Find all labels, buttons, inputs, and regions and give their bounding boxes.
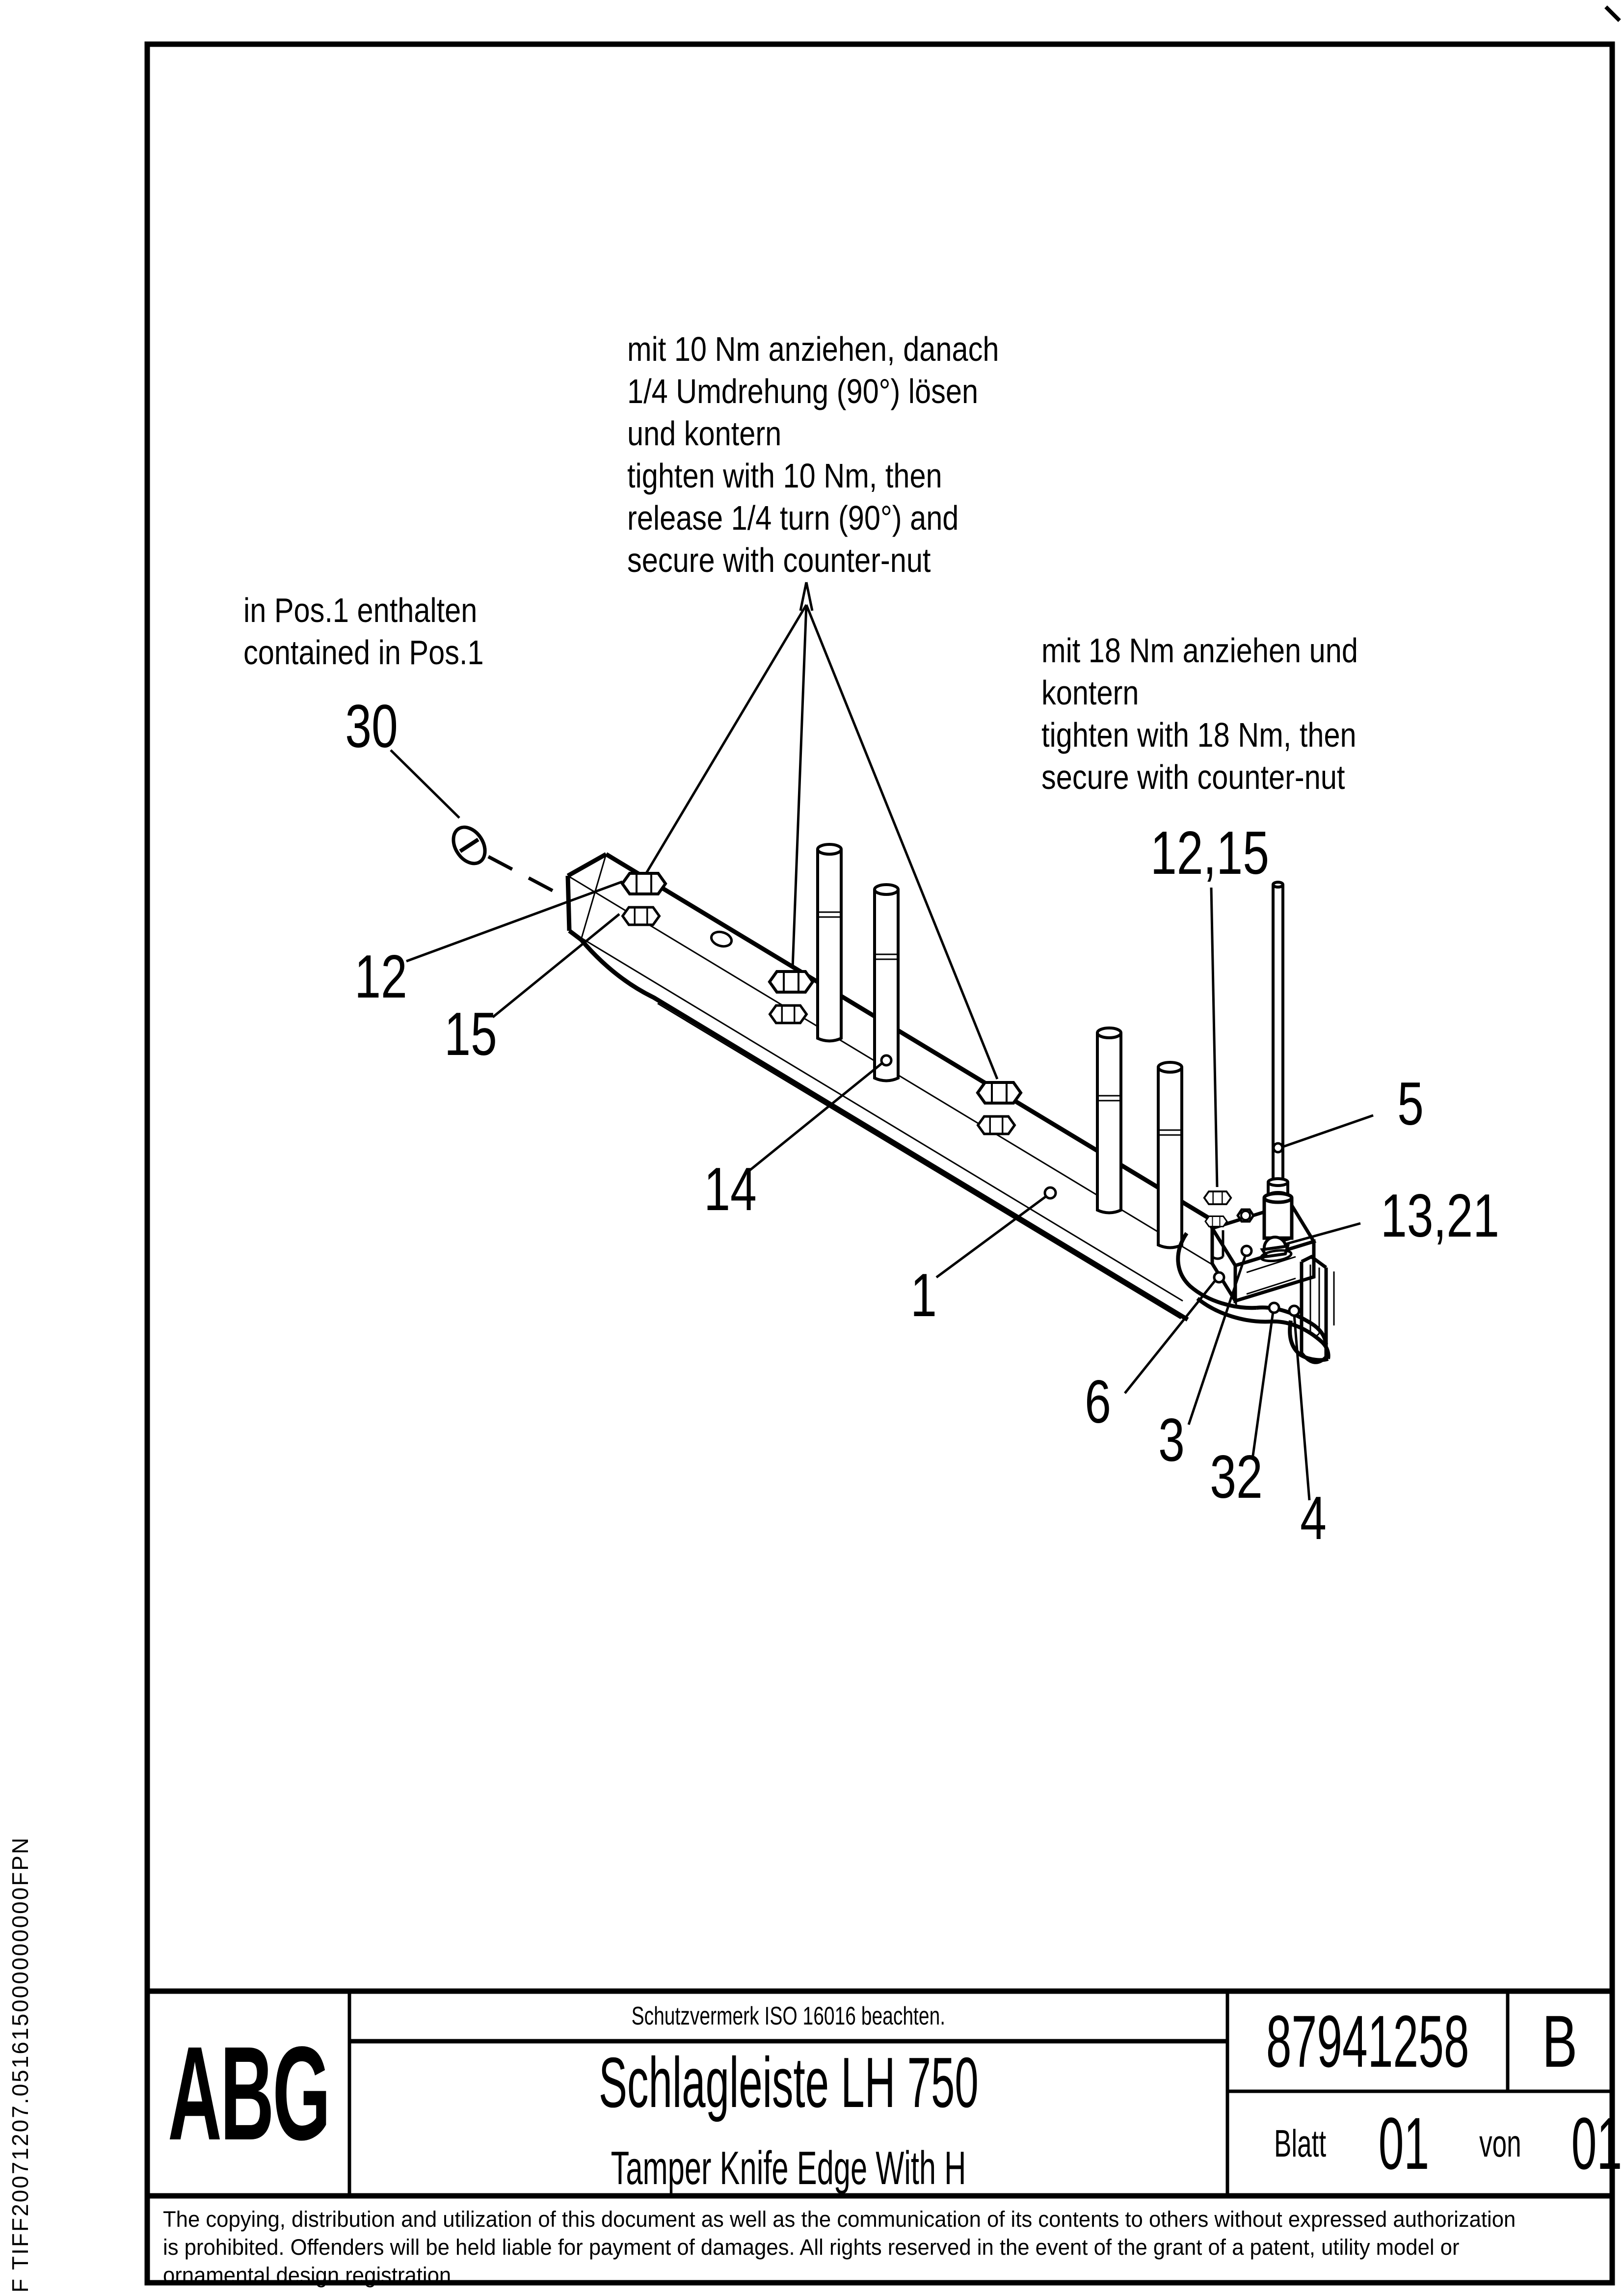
callout-32: 32 <box>1210 1443 1263 1511</box>
pin-b <box>875 885 898 1081</box>
revision-cell <box>1508 1991 1612 2091</box>
drawing-title: Schlagleiste LH 750 <box>598 2043 979 2122</box>
callout-30: 30 <box>345 693 398 760</box>
callout-1: 1 <box>910 1262 937 1329</box>
callout-15: 15 <box>444 1000 497 1068</box>
leader-5 <box>1283 1115 1373 1147</box>
block-screw <box>1238 1210 1253 1221</box>
sheet-cell <box>1227 2091 1623 2196</box>
document-number-cell <box>1227 1991 1508 2091</box>
leader-32 <box>1252 1312 1273 1459</box>
protection-note-cell <box>349 1991 1227 2041</box>
leader-30 <box>391 750 459 818</box>
note-torque-18nm: mit 18 Nm anziehen und kontern tighten with 18 Nm, then secure with counter-nut <box>1041 631 1358 796</box>
callout-6: 6 <box>1085 1368 1111 1436</box>
note-torque-10nm: mit 10 Nm anziehen, danach 1/4 Umdrehung (90°) lösen und kontern tighten with 10 Nm, then release 1/4 turn (90°) and secure with counter-nut <box>627 330 999 579</box>
abg-logo: ABG <box>167 2019 329 2168</box>
guide-rod-5 <box>1264 882 1292 1241</box>
sheet-total: 01 <box>1571 2102 1622 2185</box>
callout-14: 14 <box>704 1156 757 1223</box>
pin-c <box>1097 1028 1121 1213</box>
bar-hole <box>710 930 733 948</box>
title-cell <box>349 2041 1227 2196</box>
note-contained-pos1: in Pos.1 enthalten contained in Pos.1 <box>243 591 484 672</box>
dashed-insert-line <box>488 857 565 897</box>
callout-12-15: 12,15 <box>1150 819 1270 887</box>
leader-1 <box>936 1197 1045 1277</box>
callout-5: 5 <box>1397 1070 1424 1138</box>
tamper-bar <box>568 854 1232 1320</box>
leader-6 <box>1125 1279 1216 1393</box>
rod-hole <box>1274 1143 1282 1152</box>
callout-13-21: 13,21 <box>1380 1182 1500 1250</box>
sheet-label: Blatt <box>1274 2122 1327 2165</box>
nut-stack-2 <box>770 972 813 1023</box>
revision-label: B <box>1542 1999 1578 2082</box>
callout-4: 4 <box>1300 1485 1327 1552</box>
disclaimer-line-3: ornamental design registration. <box>163 2263 457 2288</box>
sheet-number: 01 <box>1378 2102 1430 2185</box>
file-stamp: F TIFF20071207.051615000000000FPN <box>7 1836 33 2293</box>
screw-30 <box>447 821 492 869</box>
drawing-subtitle: Tamper Knife Edge With H <box>611 2142 966 2194</box>
pin-d <box>1158 1062 1182 1248</box>
nut-stack-3 <box>978 1082 1021 1134</box>
corner-mark <box>1606 7 1620 21</box>
callout-12: 12 <box>354 943 407 1011</box>
disclaimer-line-1: The copying, distribution and utilization of this document as well as the communication of its contents to others without expressed authorization <box>163 2207 1516 2232</box>
leader-15 <box>493 914 619 1017</box>
pin-hole <box>881 1055 891 1065</box>
callout-3: 3 <box>1158 1406 1185 1474</box>
nut-stack-1 <box>622 873 665 925</box>
disclaimer <box>163 2205 1611 2289</box>
disclaimer-line-2: is prohibited. Offenders will be held liable for payment of damages. All rights reserved in the event of the grant of a patent, utility model or <box>163 2235 1460 2260</box>
leader-12-15 <box>1211 888 1217 1187</box>
logo-cell <box>147 1991 349 2196</box>
pin-a <box>818 844 841 1041</box>
protection-note: Schutzvermerk ISO 16016 beachten. <box>631 2002 946 2030</box>
document-number: 87941258 <box>1266 1999 1469 2082</box>
sheet-of-label: von <box>1479 2122 1521 2165</box>
